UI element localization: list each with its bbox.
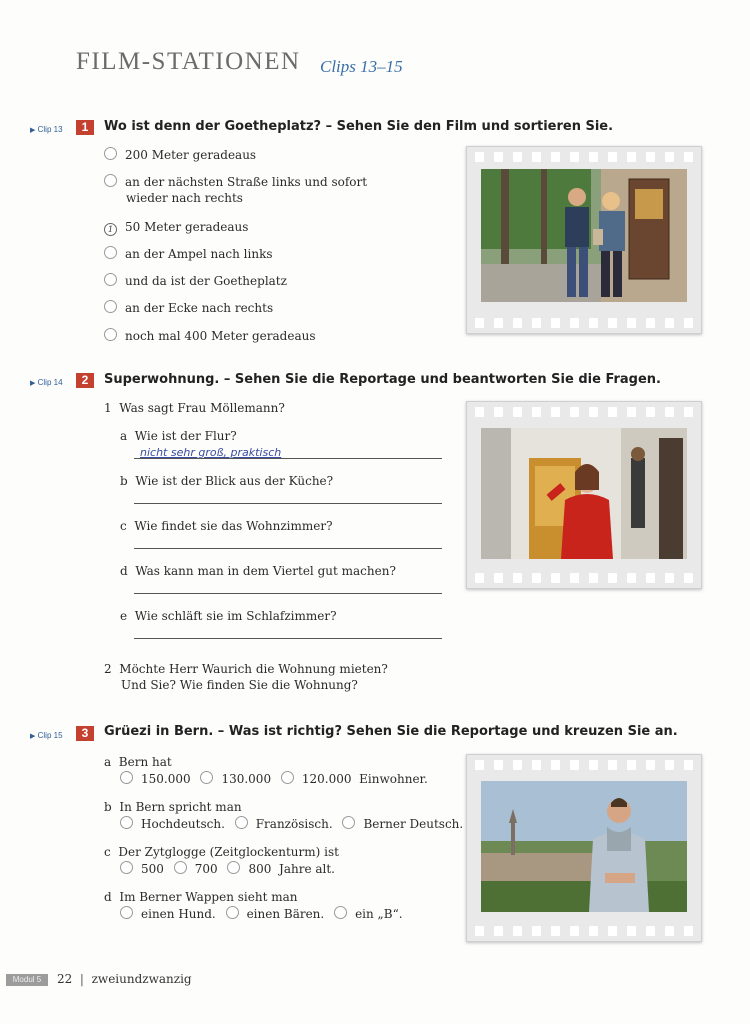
- choice-row: Hochdeutsch. Französisch. Berner Deutsch.: [120, 816, 463, 832]
- radio-circle[interactable]: [104, 273, 117, 286]
- choice-row: einen Hund. einen Bären. ein „B“.: [120, 906, 403, 922]
- module-badge: Modul 5: [6, 974, 48, 986]
- question-item: d Im Berner Wappen sieht man: [104, 890, 298, 904]
- radio-circle[interactable]: [104, 300, 117, 313]
- radio-circle[interactable]: [104, 246, 117, 259]
- answer-line[interactable]: [134, 548, 442, 549]
- question-item: d Was kann man in dem Viertel gut machen?: [120, 564, 396, 578]
- clip-label-15: ▶ Clip 15: [30, 731, 63, 740]
- checkbox-circle[interactable]: [235, 816, 248, 829]
- page-title: FILM-STATIONEN: [76, 48, 301, 75]
- option-item[interactable]: an der Ecke nach rechts: [104, 300, 273, 316]
- answer-line[interactable]: [134, 503, 442, 504]
- checkbox-circle[interactable]: [120, 861, 133, 874]
- checkbox-circle[interactable]: [120, 816, 133, 829]
- question-item: c Der Zytglogge (Zeitglockenturm) ist: [104, 845, 339, 859]
- page-number-footer: 22 | zweiundzwanzig: [57, 972, 192, 986]
- clip-label-13: ▶ Clip 13: [30, 125, 63, 134]
- checkbox-circle[interactable]: [281, 771, 294, 784]
- question-item: a Bern hat: [104, 755, 172, 769]
- checkbox-circle[interactable]: [200, 771, 213, 784]
- exercise-number: 2: [76, 373, 94, 388]
- option-item[interactable]: 1 50 Meter geradeaus: [104, 219, 248, 236]
- apartment-photo: [481, 428, 687, 559]
- checkbox-circle[interactable]: [120, 906, 133, 919]
- exercise-number: 1: [76, 120, 94, 135]
- option-item[interactable]: und da ist der Goetheplatz: [104, 273, 287, 289]
- bern-view-photo: [481, 781, 687, 912]
- choice-row: 150.000 130.000 120.000 Einwohner.: [120, 771, 428, 787]
- radio-circle[interactable]: [104, 328, 117, 341]
- answer-line[interactable]: [134, 638, 442, 639]
- checkbox-circle[interactable]: [227, 861, 240, 874]
- play-triangle-icon: ▶: [30, 733, 36, 740]
- option-item[interactable]: an der Ampel nach links: [104, 246, 273, 262]
- clip-label-14: ▶ Clip 14: [30, 378, 63, 387]
- radio-circle-marked[interactable]: 1: [104, 223, 117, 236]
- play-triangle-icon: ▶: [30, 127, 36, 134]
- radio-circle[interactable]: [104, 147, 117, 160]
- film-still-frame: [466, 754, 702, 942]
- answer-line[interactable]: [134, 593, 442, 594]
- answer-line[interactable]: [134, 458, 442, 459]
- question-1: 1 Was sagt Frau Möllemann?: [104, 401, 285, 415]
- option-item[interactable]: an der nächsten Straße links und sofort wieder nach rechts: [104, 174, 367, 206]
- exercise-number: 3: [76, 726, 94, 741]
- film-still-frame: [466, 146, 702, 334]
- checkbox-circle[interactable]: [120, 771, 133, 784]
- question-item: c Wie findet sie das Wohnzimmer?: [120, 519, 333, 533]
- street-scene-photo: [481, 169, 687, 302]
- checkbox-circle[interactable]: [334, 906, 347, 919]
- question-item: a Wie ist der Flur?: [120, 429, 237, 443]
- checkbox-circle[interactable]: [226, 906, 239, 919]
- clips-range: Clips 13–15: [320, 57, 403, 76]
- exercise-heading: Wo ist denn der Goetheplatz? – Sehen Sie den Film und sortieren Sie.: [104, 119, 614, 134]
- play-triangle-icon: ▶: [30, 380, 36, 387]
- question-item: b In Bern spricht man: [104, 800, 242, 814]
- exercise-heading: Superwohnung. – Sehen Sie die Reportage und beantworten Sie die Fragen.: [104, 372, 662, 387]
- option-item[interactable]: noch mal 400 Meter geradeaus: [104, 328, 315, 344]
- question-item: e Wie schläft sie im Schlafzimmer?: [120, 609, 337, 623]
- checkbox-circle[interactable]: [342, 816, 355, 829]
- choice-row: 500 700 800 Jahre alt.: [120, 861, 335, 877]
- radio-circle[interactable]: [104, 174, 117, 187]
- handwritten-answer: nicht sehr groß, praktisch: [140, 446, 282, 459]
- exercise-heading: Grüezi in Bern. – Was ist richtig? Sehen Sie die Reportage und kreuzen Sie an.: [104, 724, 678, 739]
- film-still-frame: [466, 401, 702, 589]
- option-item[interactable]: 200 Meter geradeaus: [104, 147, 256, 163]
- question-item: b Wie ist der Blick aus der Küche?: [120, 474, 334, 488]
- question-2: 2 Möchte Herr Waurich die Wohnung mieten? Und Sie? Wie finden Sie die Wohnung?: [104, 662, 388, 692]
- checkbox-circle[interactable]: [174, 861, 187, 874]
